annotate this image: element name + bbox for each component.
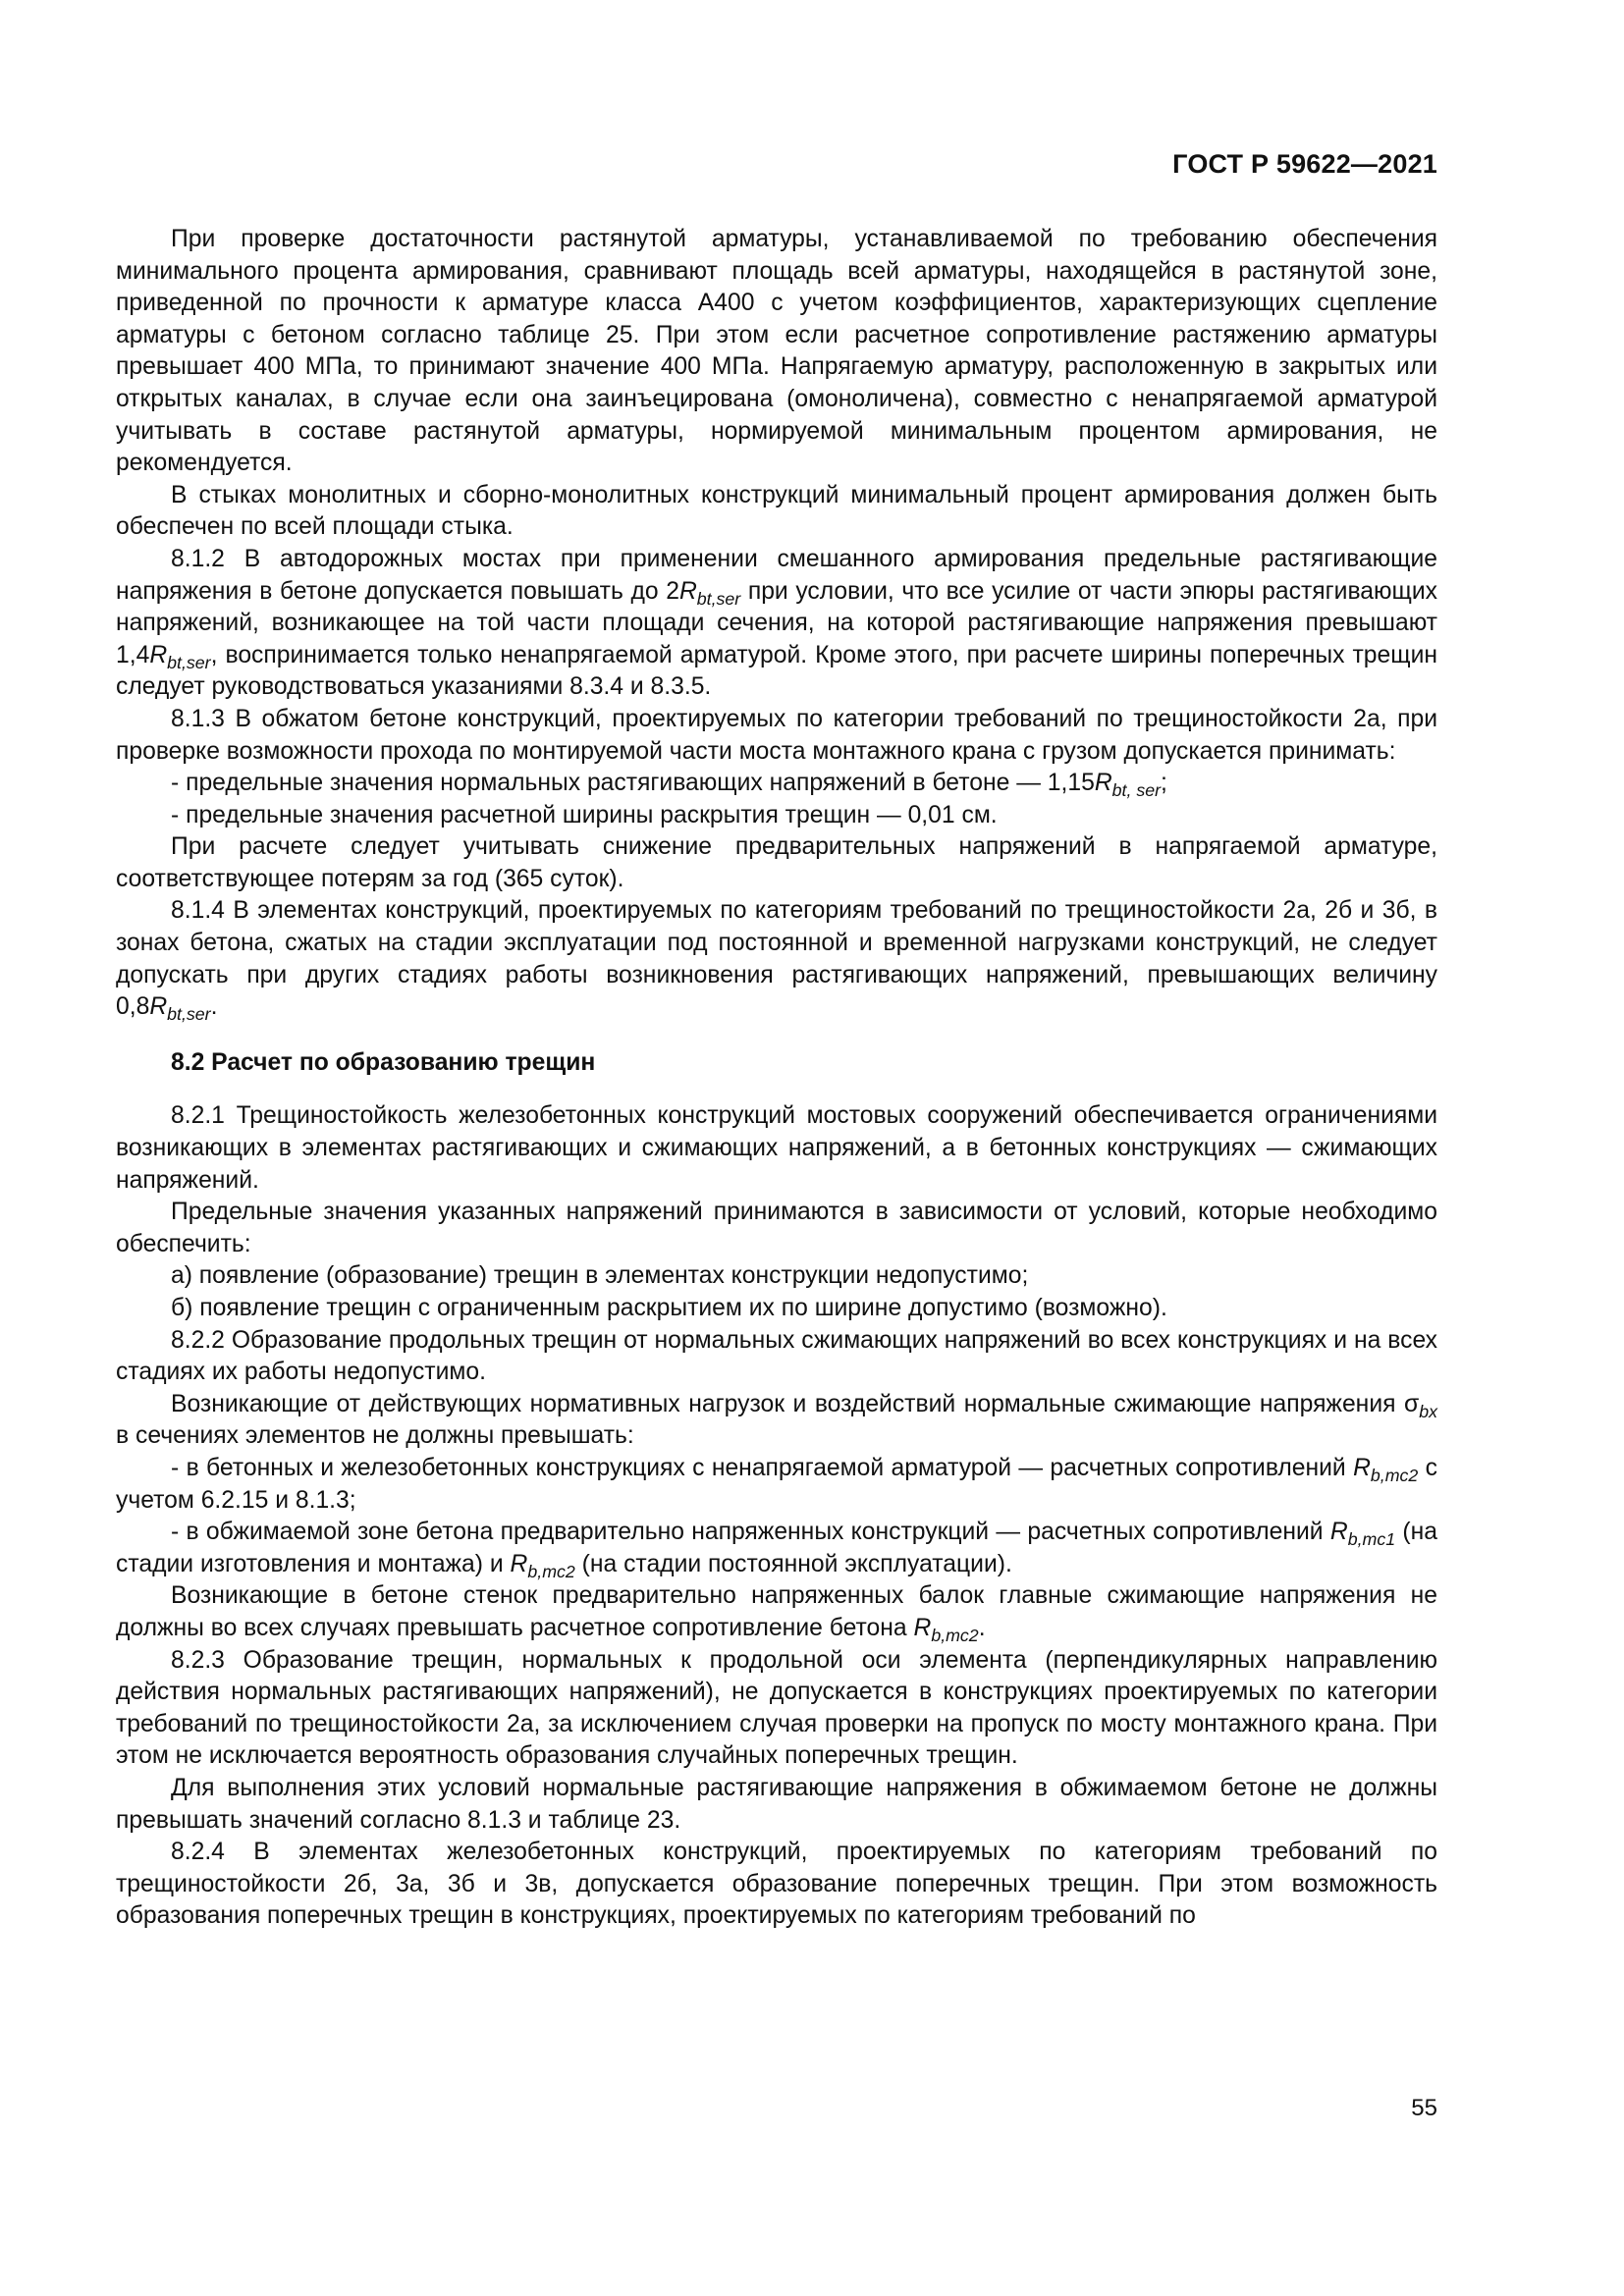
list-item-tensile-limit: - предельные значения нормальных растягивающих напряжений в бетоне — $1,15R_{bt, ser}$; [171,770,1167,801]
paragraph-tensile-conditions: Для выполнения этих условий нормальные растягивающие напряжения в обжимаемом бетоне не должны превышать значений согласно 8.1.3 и таблице 23. [116,1774,1437,1834]
list-item-crack-width: - предельные значения расчетной ширины раскрытия трещин — 0,01 см. [171,801,998,828]
section-heading-8-2: 8.2 Расчет по образованию трещин [171,1048,596,1076]
page-number: 55 [1411,2095,1437,2121]
list-item-a: а) появление (образование) трещин в элементах конструкции недопустимо; [171,1262,1029,1290]
paragraph-8-1-4: 8.1.4 В элементах конструкций, проектируемых по категориям требований по трещиностойкости 2а, 2б и 3б, в зонах бетона, сжатых на стадии эксплуатации под постоянной и временной нагрузками конструкций, не следует допускать при других стадиях работы возникновения растягивающих напряжений, превышающих величину $0,8R_{bt,ser}$. [116,897,1437,1025]
paragraph-8-2-3: 8.2.3 Образование трещин, нормальных к продольной оси элемента (перпендикулярных направлению действия нормальных растягивающих напряжений), не допускается в конструкциях проектируемых по категории требований по трещиностойкости 2а, за исключением случая проверки на пропуск по мосту монтажного крана. При этом не исключается вероятность образования случайных поперечных трещин. [116,1646,1437,1770]
list-item-b: б) появление трещин с ограниченным раскрытием их по ширине допустимо (возможно). [171,1295,1167,1321]
paragraph-prestress-losses: При расчете следует учитывать снижение предварительных напряжений в напрягаемой арматуре, соответствующее потерям за год (365 суток). [116,833,1437,892]
paragraph-8-1-2: 8.1.2 В автодорожных мостах при применении смешанного армирования предельные растягивающие напряжения в бетоне допускается повышать до $2R_{bt,ser}$ при условии, что все усилие от части эпюры растягивающих напряжений, возникающее на той части площади сечения, на которой растягивающие напряжения превышают $1,4R_{bt,ser}$, воспринимается только ненапрягаемой арматурой. Кроме этого, при расчете ширины поперечных трещин следует руководствоваться указаниями 8.3.4 и 8.3.5. [116,545,1437,701]
document-id-header: ГОСТ Р 59622—2021 [1172,149,1437,179]
paragraph-limit-values: Предельные значения указанных напряжений принимаются в зависимости от условий, которые необходимо обеспечить: [116,1199,1437,1257]
paragraph-min-reinforcement: При проверке достаточности растянутой арматуры, устанавливаемой по требованию обеспечения минимального процента армирования, сравнивают площадь всей арматуры, находящейся в растянутой зоне, приведенной по прочности к арматуре класса А400 с учетом коэффициентов, характеризующих сцепление арматуры с бетоном согласно таблице 25. При этом если расчетное сопротивление растяжению арматуры превышает 400 МПа, то принимают значение 400 МПа. Напрягаемую арматуру, расположенную в закрытых или открытых каналах, в случае если она заинъецирована (омоноличена), совместно с ненапрягаемой арматурой учитывать в составе растянутой арматуры, нормируемой минимальным процентом армирования, не рекомендуется. [116,226,1437,477]
paragraph-8-1-3: 8.1.3 В обжатом бетоне конструкций, проектируемых по категории требований по трещиностойкости 2а, при проверке возможности прохода по монтируемой части моста монтажного крана с грузом допускается принимать: [116,705,1437,765]
paragraph-8-2-1: 8.2.1 Трещиностойкость железобетонных конструкций мостовых сооружений обеспечивается ограничениями возникающих в элементах растягивающих и сжимающих напряжений, а в бетонных конструкциях — сжимающих напряжений. [116,1102,1437,1194]
paragraph-joints: В стыках монолитных и сборно-монолитных конструкций минимальный процент армирования должен быть обеспечен по всей площади стыка. [116,481,1437,541]
paragraph-compressive-stress: Возникающие от действующих нормативных нагрузок и воздействий нормальные сжимающие напряжения $\sigma_{bx}$ в сечениях элементов не должны превышать: [116,1390,1437,1450]
paragraph-8-2-2: 8.2.2 Образование продольных трещин от нормальных сжимающих напряжений во всех конструкциях и на всех стадиях их работы недопустимо. [116,1326,1437,1386]
paragraph-8-2-4: 8.2.4 В элементах железобетонных конструкций, проектируемых по категориям требований по трещиностойкости 2б, 3а, 3б и 3в, допускается образование поперечных трещин. При этом возможность образования поперечных трещин в конструкциях, проектируемых по категориям требований по [116,1839,1437,1930]
paragraph-principal-stress: Возникающие в бетоне стенок предварительно напряженных балок главные сжимающие напряжения не должны во всех случаях превышать расчетное сопротивление бетона $R_{b,mc2}$. [116,1582,1437,1646]
document-page [116,0,1437,2296]
list-item-prestressed: - в обжимаемой зоне бетона предварительно напряженных конструкций — расчетных сопротивлений $R_{b,mc1}$ (на стадии изготовления и монтажа) и $R_{b,mc2}$ (на стадии постоянной эксплуатации). [116,1519,1437,1581]
list-item-non-prestressed: - в бетонных и железобетонных конструкциях с ненапрягаемой арматурой — расчетных сопротивлений $R_{b,mc2}$ с учетом 6.2.15 и 8.1.3; [116,1454,1438,1514]
document-body [116,224,1437,1933]
